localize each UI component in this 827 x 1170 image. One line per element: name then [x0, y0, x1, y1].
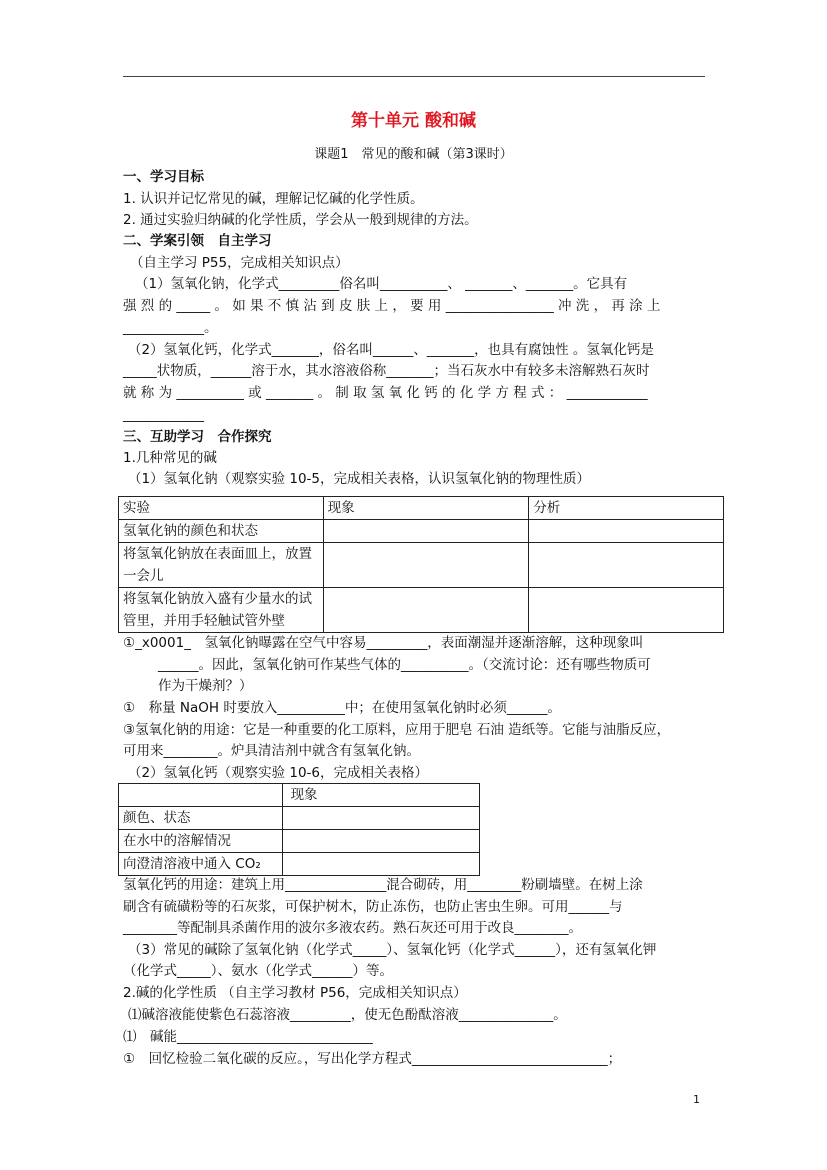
experiment-cell: 氢氧化钠的颜色和状态 — [119, 520, 324, 543]
observation-cell[interactable] — [282, 830, 479, 853]
header-cell: 分析 — [529, 497, 724, 520]
table-row — [119, 520, 724, 543]
table-row — [119, 853, 480, 876]
other-bases-line-2: （化学式_____）、氨水（化学式______）等。 — [123, 963, 393, 979]
property-cell: 向澄清溶液中通入 CO₂ — [119, 853, 283, 876]
objective-1: 1. 认识并记忆常见的碱，理解记忆碱的化学性质。 — [123, 191, 424, 207]
deliquescence-line-3: 作为干燥剂？） — [158, 678, 253, 694]
page-number: 1 — [693, 1093, 700, 1106]
observation-cell[interactable] — [323, 588, 529, 633]
caoh-table-intro: （2）氢氧化钙（观察实验 10-6，完成相关表格） — [128, 765, 429, 781]
observation-cell[interactable] — [282, 853, 479, 876]
table-row — [119, 543, 724, 588]
caoh-line-2: _____状物质，______溶于水，其水溶液俗称_______；当石灰水中有较多未溶解熟石灰时 — [123, 363, 650, 379]
indicator-line: ⑴碱溶液能使紫色石蕊溶液_________，使无色酚酞溶液______________。 — [128, 1007, 567, 1023]
caoh-uses-line-1: 氢氧化钙的用途：建筑上用_______________混合砌砖，用________粉刷墙壁。在树上涂 — [123, 877, 643, 893]
weighing-note: ① 称量 NaOH 时要放入__________中；在使用氢氧化钠时必须______。 — [123, 700, 561, 716]
experiment-cell: 将氢氧化钠放入盛有少量水的试管里，并用手轻触试管外壁 — [119, 588, 324, 633]
naoh-uses-line-1: ③氢氧化钠的用途：它是一种重要的化工原料，应用于肥皂 石油 造纸等。它能与油脂反应， — [123, 722, 671, 738]
chemical-properties-heading: 2.碱的化学性质 （自主学习教材 P56，完成相关知识点） — [123, 985, 467, 1001]
table-row — [119, 830, 480, 853]
observation-cell[interactable] — [323, 543, 529, 588]
unit-title: 第十单元 酸和碱 — [351, 111, 476, 131]
caoh-uses-line-3: ________等配制具杀菌作用的波尔多液农药。熟石灰还可用于改良________。 — [123, 920, 582, 936]
observation-cell[interactable] — [323, 520, 529, 543]
co2-test-line: ① 回忆检验二氧化碳的反应。，写出化学方程式_____________________________； — [123, 1051, 622, 1067]
header-rule — [123, 76, 705, 77]
analysis-cell[interactable] — [529, 588, 724, 633]
deliquescence-line-2: ______。因此，氢氧化钠可作某些气体的__________。（交流讨论：还有哪些物质可 — [158, 657, 651, 673]
naoh-line-2: 强 烈 的 _____ 。 如 果 不 慎 沾 到 皮 肤 上 ， 要 用 ________________ 冲 洗 ， 再 涂 上 — [123, 298, 661, 314]
header-cell: 现象 — [282, 784, 479, 807]
observation-cell[interactable] — [282, 807, 479, 830]
naoh-table-intro: （1）氢氧化钠（观察实验 10-5，完成相关表格，认识氢氧化钠的物理性质） — [128, 471, 591, 487]
lesson-subtitle: 课题1 常见的酸和碱（第3课时） — [314, 147, 513, 162]
naoh-table — [118, 496, 724, 633]
analysis-cell[interactable] — [529, 520, 724, 543]
other-bases-line-1: （3）常见的碱除了氢氧化钠（化学式_____）、氢氧化钙（化学式______），还有氢氧化钾 — [128, 942, 657, 958]
property-cell: 颜色、状态 — [119, 807, 283, 830]
caoh-line-1: （2）氢氧化钙，化学式_______，俗名叫______、_______，也具有腐蚀性 。氢氧化钙是 — [128, 342, 654, 358]
caoh-uses-line-2: 刷含有硫磺粉等的石灰浆，可保护树木，防止冻伤，也防止害虫生卵。可用______与 — [123, 899, 623, 915]
section-3-heading: 三、互助学习 合作探究 — [123, 429, 272, 445]
header-cell — [119, 784, 283, 807]
property-cell: 在水中的溶解情况 — [119, 830, 283, 853]
caoh-line-3: 就 称 为 __________ 或 _______ 。 制 取 氢 氧 化 钙 的 化 学 方 程 式 ： ____________ — [123, 385, 648, 401]
table-row — [119, 807, 480, 830]
common-bases-heading: 1.几种常见的碱 — [123, 450, 217, 466]
caoh-table — [118, 783, 480, 876]
naoh-uses-line-2: 可用来________。炉具清洁剂中就含有氢氧化钠。 — [123, 743, 420, 759]
section-2-heading: 二、学案引领 自主学习 — [123, 233, 272, 249]
table-header-row — [119, 784, 480, 807]
naoh-line-3: ____________。 — [123, 320, 218, 336]
experiment-cell: 将氢氧化钠放在表面皿上，放置一会儿 — [119, 543, 324, 588]
base-reaction-line: ⑴ 碱能_____________________________ — [123, 1029, 373, 1045]
deliquescence-line-1: ①_x0001_ 氢氧化钠曝露在空气中容易_________，表面潮湿并逐渐溶解，这种现象叫 — [123, 635, 644, 651]
table-header-row — [119, 497, 724, 520]
self-study-note: （自主学习 P55，完成相关知识点） — [130, 255, 349, 271]
section-1-heading: 一、学习目标 — [123, 169, 204, 185]
table-row — [119, 588, 724, 633]
analysis-cell[interactable] — [529, 543, 724, 588]
header-cell: 实验 — [119, 497, 324, 520]
header-cell: 现象 — [323, 497, 529, 520]
naoh-line-1: （1）氢氧化钠，化学式_________俗名叫__________、 _______、_______。它具有 — [135, 276, 628, 292]
caoh-line-4: ____________ — [123, 407, 204, 423]
objective-2: 2. 通过实验归纳碱的化学性质，学会从一般到规律的方法。 — [123, 212, 478, 228]
